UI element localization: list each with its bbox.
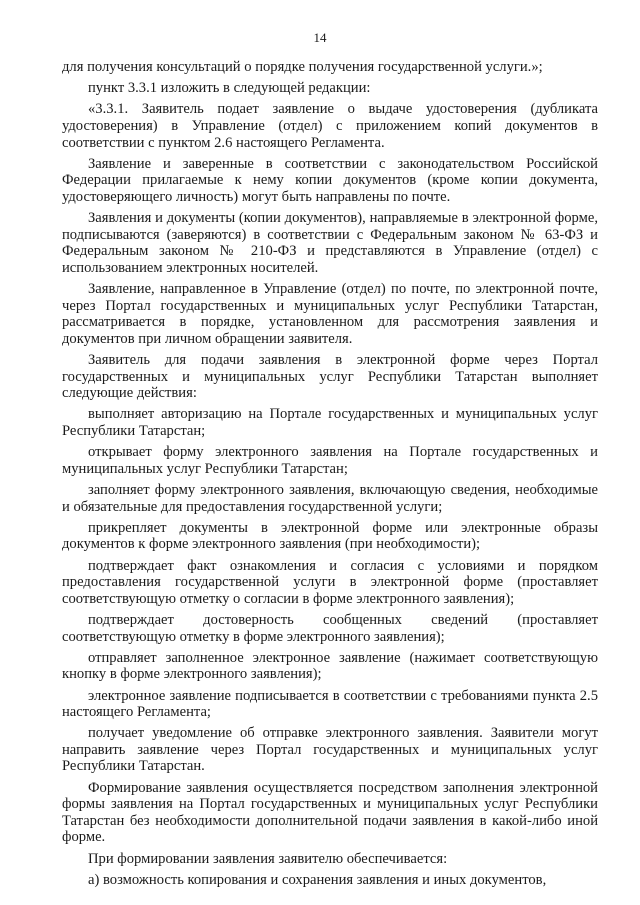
paragraph: При формировании заявления заявителю обеспечивается: [88, 850, 448, 867]
paragraph: пункт 3.3.1 изложить в следующей редакции: [88, 80, 371, 97]
page-number: 14 [313, 30, 327, 45]
list-item: подтверждает достоверность сообщенных сведений (проставляет соответствующую отметку в форме электронного заявления); [62, 611, 598, 645]
list-item: получает уведомление об отправке электронного заявления. Заявители могут направить заявление через Портал государственных и муниципальных услуг Республики Татарстан. [62, 725, 598, 775]
list-item: прикрепляет документы в электронной форме или электронные образы документов к форме электронного заявления (при необходимости); [62, 519, 598, 553]
list-item: электронное заявление подписывается в соответствии с требованиями пункта 2.5 настоящего Регламента; [62, 687, 598, 721]
paragraph: Заявитель для подачи заявления в электронной форме через Портал государственных и муниципальных услуг Республики Татарстан выполняет следующие действия: [62, 352, 598, 402]
paragraph: для получения консультаций о порядке получения государственной услуги.»; [62, 59, 543, 75]
document-body [62, 59, 598, 893]
list-item: выполняет авторизацию на Портале государственных и муниципальных услуг Республики Татарстан; [62, 406, 598, 440]
paragraph: Заявления и документы (копии документов), направляемые в электронной форме, подписываются (заверяются) в соответствии с Федеральным законом № 63-ФЗ и Федеральным законом № 210-ФЗ и представляются в Управление (отдел) с использованием электронных носителей. [62, 210, 598, 276]
list-item: заполняет форму электронного заявления, включающую сведения, необходимые и обязательные для предоставления государственной услуги; [62, 482, 598, 515]
paragraph: Заявление и заверенные в соответствии с законодательством Российской Федерации прилагаемые к нему копии документов (кроме копии документа, удостоверяющего личность) могут быть направлены по почте. [62, 155, 598, 205]
paragraph: «3.3.1. Заявитель подает заявление о выдаче удостоверения (дубликата удостоверения) в Управление (отдел) с приложением копий документов в соответствии с пунктом 2.6 настоящего Регламента. [62, 101, 598, 151]
list-item: подтверждает факт ознакомления и согласия с условиями и порядком предоставления государственной услуги в электронной форме (проставляет соответствующую отметку о согласии в форме электронного заявления); [62, 557, 598, 607]
paragraph: Формирование заявления осуществляется посредством заполнения электронной формы заявления на Портал государственных и муниципальных услуг Республики Татарстан без необходимости дополнительной подачи заявления в какой-либо иной форме. [62, 779, 598, 846]
list-item: открывает форму электронного заявления на Портале государственных и муниципальных услуг Республики Татарстан; [62, 444, 598, 477]
paragraph: Заявление, направленное в Управление (отдел) по почте, по электронной почте, через Портал государственных и муниципальных услуг Республики Татарстан, рассматривается в порядке, установленном для рассмотрения заявления и документов при личном обращении заявителя. [62, 281, 598, 347]
paragraph: а) возможность копирования и сохранения заявления и иных документов, [88, 871, 547, 888]
list-item: отправляет заполненное электронное заявление (нажимает соответствующую кнопку в форме электронного заявления); [62, 649, 598, 683]
